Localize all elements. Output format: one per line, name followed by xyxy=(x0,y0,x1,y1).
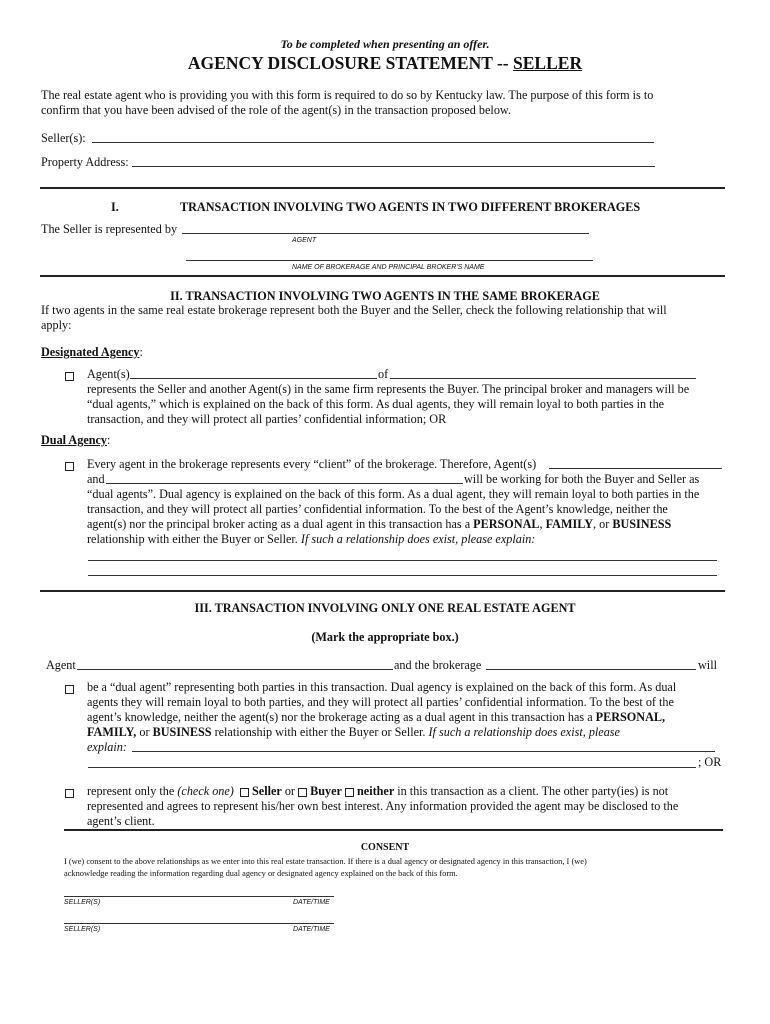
dual-agent-field-1[interactable] xyxy=(549,468,722,469)
dual-line-4: transaction, and they will protect all parties’ confidential information. To the best of the Agent’s knowledge, neither the xyxy=(87,502,668,516)
represent-only-checkbox[interactable] xyxy=(65,789,74,798)
designated-line-2: “dual agents,” which is explained on the back of this form. As dual agents, they will remain loyal to both parties in the xyxy=(87,397,665,411)
consent-title: CONSENT xyxy=(360,842,410,853)
designated-agency-heading xyxy=(41,345,143,360)
dual-line-5-text: agent(s) nor the principal broker acting as a dual agent in this transaction has a xyxy=(87,517,474,531)
opt1-explain-field-2[interactable] xyxy=(88,767,696,768)
form-title xyxy=(0,53,770,74)
designated-agents-field[interactable] xyxy=(130,378,377,379)
title-role: SELLER xyxy=(513,53,583,73)
date-caption-2: DATE/TIME xyxy=(293,926,330,933)
consent-divider xyxy=(64,829,723,831)
opt1-line-3-text: agent’s knowledge, neither the agent(s) nor the brokerage acting as a dual agent in this transaction has a xyxy=(87,710,596,724)
seller-caption-1: SELLER(S) xyxy=(64,899,101,906)
designated-firm-field[interactable] xyxy=(390,378,696,379)
opt1-line-1: be a “dual agent” representing both parties in this transaction. Dual agency is explained on the back of this form. As dual xyxy=(87,680,677,694)
opt1-explain-field-1[interactable] xyxy=(132,751,715,752)
dual-explain-prompt: If such a relationship does exist, please explain: xyxy=(300,532,536,546)
opt1-family: FAMILY, xyxy=(87,725,137,739)
agent-caption: AGENT xyxy=(292,237,317,244)
brokerage-caption: NAME OF BROKERAGE AND PRINCIPAL BROKER'S NAME xyxy=(292,264,485,271)
dual-line-3: “dual agents”. Dual agency is explained on the back of this form. As a dual agent, they will remain loyal to both parties in the xyxy=(87,487,700,501)
opt1-or-label: ; OR xyxy=(698,755,722,769)
single-agent-field[interactable] xyxy=(77,669,393,670)
dual-agency-heading xyxy=(41,433,110,448)
neither-checkbox[interactable] xyxy=(345,788,354,797)
section-divider-1 xyxy=(40,187,725,189)
opt1-personal: PERSONAL, xyxy=(595,710,666,724)
dual-agent-option-checkbox[interactable] xyxy=(65,685,74,694)
seller-signature-field-2[interactable] xyxy=(64,923,334,924)
opt2-line-3: agent’s client. xyxy=(87,814,155,828)
dual-and-label: and xyxy=(87,472,105,486)
section3-subtitle: (Mark the appropriate box.) xyxy=(311,630,459,644)
seller-caption-2: SELLER(S) xyxy=(64,926,101,933)
seller-signature-field-1[interactable] xyxy=(64,896,334,897)
sellers-field[interactable] xyxy=(92,142,654,143)
intro-line-2: confirm that you have been advised of the role of the agent(s) in the transaction proposed below. xyxy=(41,103,511,117)
opt1-explain-prompt: If such a relationship does exist, please xyxy=(428,725,620,739)
opt1-business: BUSINESS xyxy=(152,725,212,739)
dual-line-2-end: will be working for both the Buyer and Seller as xyxy=(464,472,700,486)
opt2-or: or xyxy=(284,784,295,798)
section2-title: II. TRANSACTION INVOLVING TWO AGENTS IN THE SAME BROKERAGE xyxy=(170,289,600,303)
dual-agent-field-2[interactable] xyxy=(106,483,463,484)
dual-colon: : xyxy=(107,433,111,447)
dual-or: , or xyxy=(593,517,613,531)
represented-by-label: The Seller is represented by xyxy=(41,222,178,236)
section3-title: III. TRANSACTION INVOLVING ONLY ONE REAL ESTATE AGENT xyxy=(194,601,576,615)
dual-line-6 xyxy=(87,532,535,547)
dual-line-5 xyxy=(87,517,671,532)
opt2-text: represent only the xyxy=(87,784,178,798)
consent-line-1: I (we) consent to the above relationships as we enter into this real estate transaction. If there is a dual agency or designated agency in this transaction, I (we) xyxy=(64,857,587,866)
property-address-field[interactable] xyxy=(132,166,655,167)
dual-explain-field-1[interactable] xyxy=(88,560,717,561)
brokerage-label: and the brokerage xyxy=(394,658,482,672)
section1-numeral: I. xyxy=(111,200,119,214)
single-brokerage-field[interactable] xyxy=(486,669,696,670)
dual-comma: , xyxy=(539,517,546,531)
opt1-line-3 xyxy=(87,710,665,725)
opt2-neither: neither xyxy=(357,784,395,798)
property-address-label: Property Address: xyxy=(41,155,129,169)
agent-label: Agent xyxy=(46,658,76,672)
designated-agency-text: Designated Agency xyxy=(41,345,140,359)
dual-family: FAMILY xyxy=(545,517,594,531)
designated-of-label: of xyxy=(378,367,389,381)
designated-colon: : xyxy=(139,345,143,359)
opt1-line-4 xyxy=(87,725,620,740)
section-divider-3 xyxy=(40,590,725,592)
designated-line-3: transaction, and they will protect all parties’ confidential information; OR xyxy=(87,412,447,426)
sellers-label: Seller(s): xyxy=(41,131,86,145)
opt1-or: or xyxy=(136,725,153,739)
opt1-line-4-text: relationship with either the Buyer or Seller. xyxy=(211,725,429,739)
opt2-buyer: Buyer xyxy=(310,784,342,798)
opt2-text-end: in this transaction as a client. The other party(ies) is not xyxy=(394,784,669,798)
consent-line-2: acknowledge reading the information regarding dual agency or designated agency explained on the back of this form. xyxy=(64,869,458,878)
section-divider-2 xyxy=(40,275,725,277)
section1-title: TRANSACTION INVOLVING TWO AGENTS IN TWO DIFFERENT BROKERAGES xyxy=(180,200,641,214)
seller-agent-field[interactable] xyxy=(182,233,589,234)
dual-explain-field-2[interactable] xyxy=(88,575,717,576)
designated-agency-checkbox[interactable] xyxy=(65,372,74,381)
dual-business: BUSINESS xyxy=(612,517,672,531)
opt2-seller: Seller xyxy=(252,784,282,798)
form-instruction: To be completed when presenting an offer. xyxy=(280,37,490,51)
opt2-check-one: (check one) xyxy=(177,784,234,798)
date-caption-1: DATE/TIME xyxy=(293,899,330,906)
section2-intro-2: apply: xyxy=(41,318,72,332)
intro-line-1: The real estate agent who is providing you with this form is required to do so by Kentucky law. The purpose of this form is to xyxy=(41,88,654,102)
opt2-line-2: represented and agrees to represent his/her own best interest. Any information provided the agent may be disclosed to the xyxy=(87,799,679,813)
designated-line-1: represents the Seller and another Agent(s) in the same firm represents the Buyer. The principal broker and managers will be xyxy=(87,382,690,396)
dual-personal: PERSONAL xyxy=(473,517,540,531)
section2-intro-1: If two agents in the same real estate brokerage represent both the Buyer and the Seller, check the following relationship that will xyxy=(41,303,667,317)
buyer-checkbox[interactable] xyxy=(298,788,307,797)
seller-checkbox[interactable] xyxy=(240,788,249,797)
dual-line-6-text: relationship with either the Buyer or Seller. xyxy=(87,532,301,546)
opt1-line-2: agents they will remain loyal to both parties, and they will protect all parties’ confidential information. To the best of the xyxy=(87,695,674,709)
opt2-line-1 xyxy=(87,784,668,799)
dual-agency-checkbox[interactable] xyxy=(65,462,74,471)
brokerage-field[interactable] xyxy=(186,260,593,261)
opt1-explain-label: explain: xyxy=(87,740,127,754)
designated-agents-label: Agent(s) xyxy=(87,367,130,381)
dual-agency-text: Dual Agency xyxy=(41,433,108,447)
dual-line-1: Every agent in the brokerage represents every “client” of the brokerage. Therefore, Agent(s) xyxy=(87,457,537,471)
will-label: will xyxy=(698,658,717,672)
title-prefix: AGENCY DISCLOSURE STATEMENT -- xyxy=(187,53,514,73)
